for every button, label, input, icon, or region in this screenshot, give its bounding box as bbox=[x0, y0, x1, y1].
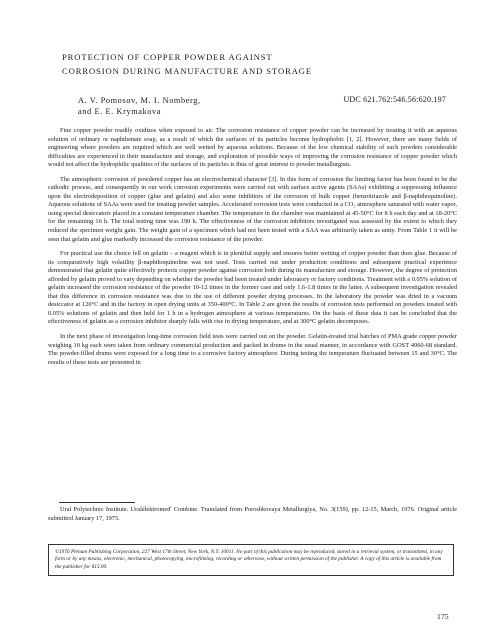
authors-line-2: and E. E. Krymakova bbox=[78, 107, 162, 116]
body-paragraph: In the next phase of investigation long-time corrosion field tests were carried out on the powder. Gelatin-treated trial batches of PMA grade copper powder weighing 10 kg each were taken from ordinary commercial production and packed in drums in the usual manner, in accordance with GOST 4960-68 standard. The powder-filled drums were exposed for a long time to a corrosive factory atmosphere. During testing the temperature fluctuated between 15 and 30°C. The results of these tests are presented in bbox=[48, 333, 457, 366]
article-title bbox=[62, 50, 442, 78]
title-line-1: PROTECTION OF COPPER POWDER AGAINST bbox=[62, 52, 273, 62]
footnote-rule bbox=[59, 502, 135, 503]
article-authors bbox=[78, 95, 318, 117]
body-paragraph: Fine copper powder readily oxidizes when exposed to air. The corrosion resistance of copper powder can be increased by treating it with an aqueous solution of ordinary or naphthenate soap, as a result of which the surfaces of its particles become hydrophobic [1, 2]. However, there are many fields of engineering where powders are required which are well wetted by aqueous solutions. Because of the low chemical stability of such powders considerable difficulties are experienced in their manufacture and storage, and exploration of possible ways of improving the corrosion resistance of copper powder which would not affect the hydrophilic qualities of the surfaces of its particles is thus of great interest to powder metallurgists. bbox=[48, 127, 457, 169]
article-body bbox=[48, 127, 457, 367]
body-paragraph: For practical use the choice fell on gelatin – a reagent which is in plentiful supply and ensures better wetting of copper powder than does glue. Because of its comparatively high volatility β-naphthoquinoline was not used. Tests carried out under production conditions and subsequent practical experience demonstrated that gelatin quite effectively protects copper powder against corrosion both during its manufacture and storage. However, the degree of protection afforded by gelatin proved to vary depending on whether the powder had been treated under laboratory or factory conditions. Treatment with a 0.05% solution of gelatin increased the corrosion resistance of the powder 10-12 times in the former case and only 1.6-1.8 times in the latter. A subsequent investigation revealed that this difference in corrosion resistance was due to the use of different powder drying processes. In the laboratory the powder was dried in a vacuum desiccator at 120°C and in the factory in open drying units at 350-400°C. In Table 2 are given the results of corrosion tests performed on powders treated with 0.05% solutions of gelatin and then held for 1 h in a hydrogen atmosphere at various temperatures. On the basis of these data it can be concluded that the effectiveness of gelatin as a corrosion inhibitor sharply falls with rise in drying temperature, and at 300°C gelatin decomposes. bbox=[48, 250, 457, 326]
footnote-text: Ural Polytechnic Institute. Uralélektromed' Combine. Translated from Poroshkovaya Metallurgiya, No. 3(159), pp. 12-15, March, 1976. Original article submitted January 17, 1975. bbox=[48, 506, 457, 522]
body-paragraph: The atmospheric corrosion of powdered copper has an electrochemical character [3]. In this form of corrosion the limiting factor has been found to be the cathodic process, and consequently in our work corrosion experiments were carried out with surface active agents (SAAs) exhibiting a suppressing influence upon the electrodeposition of copper (glue and gelatin) and also some inhibitors of the corrosion of bulk copper (benzotriazole and β-naphthoquinoline). Aqueous solutions of SAAs were used for treating powder samples. Accelerated corrosion tests were conducted in a CO₂ atmosphere saturated with water vapor, using special desiccators placed in a constant temperature chamber. The temperature in the chamber was maintained at 45-50°C for 8 h each day and at 18-20°C for the remaining 16 h. The total testing time was 190 h. The effectiveness of the corrosion inhibitors investigated was assessed by the extent to which they reduced the specimen weight gain. The weight gain of a specimen which had not been tested with a SAA was arbitrarily taken as unity. From Table 1 it will be seen that gelatin and glue markedly increased the corrosion resistance of the powder. bbox=[48, 175, 457, 243]
copyright-box bbox=[48, 544, 454, 576]
title-line-2: CORROSION DURING MANUFACTURE AND STORAGE bbox=[62, 66, 313, 76]
page-number: 175 bbox=[437, 612, 449, 621]
copyright-text: ©1976 Plenum Publishing Corporation, 227 West 17th Street, New York, N.Y. 10011. No part of this publication may be reproduced, stored in a retrieval system, or transmitted, in any form or by any means, electronic, mechanical, photocopying, microfilming, recording or otherwise, without written permission of the publisher. A copy of this article is available from the publisher for $15.00. bbox=[55, 549, 443, 570]
footnote bbox=[48, 506, 457, 523]
udc-code: UDC 621.762:546.56:620.197 bbox=[343, 95, 446, 104]
authors-line-1: A. V. Pomosov, M. I. Nomberg, bbox=[78, 96, 201, 105]
